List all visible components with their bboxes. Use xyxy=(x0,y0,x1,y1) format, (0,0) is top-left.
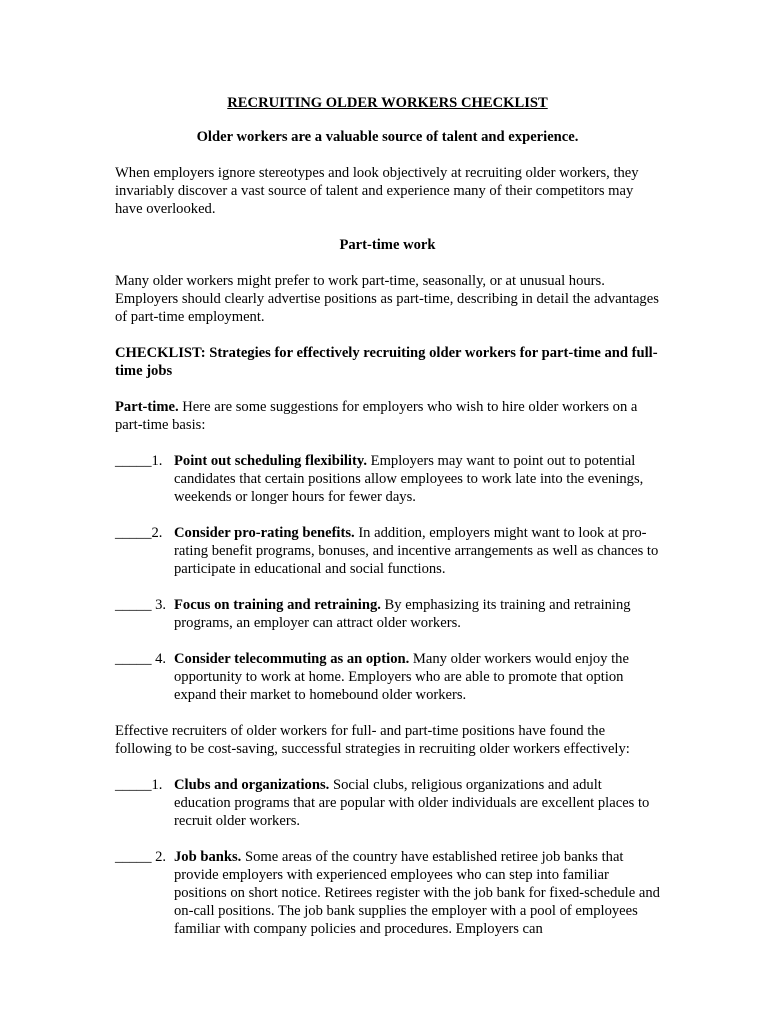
item-text: Employers may want to point out to potential candidates that certain positions allow employees to work late into the evenings, weekends or longer hours for fewer days. xyxy=(174,453,644,505)
item-text: Some areas of the country have established retiree job banks that provide employers with experienced employees who can step into familiar positions on short notice. Retirees register with the job bank for fixed-schedule and on-call positions. The job bank supplies the employer with a pool of employees familiar with company policies and procedures. Employers can xyxy=(174,849,660,937)
item-title: Focus on training and retraining. xyxy=(174,597,381,613)
checklist-item xyxy=(115,848,660,938)
item-text: Many older workers would enjoy the opportunity to work at home. Employers who are able to promote that option expand their market to homebound older workers. xyxy=(174,651,629,703)
part-time-intro-text: Here are some suggestions for employers who wish to hire older workers on a part-time basis: xyxy=(115,399,638,433)
document-title: RECRUITING OLDER WORKERS CHECKLIST xyxy=(227,95,548,111)
intro-paragraph: When employers ignore stereotypes and look objectively at recruiting older workers, they invariably discover a vast source of talent and experience many of their competitors may have overlooked. xyxy=(115,165,639,217)
checklist-item xyxy=(115,524,660,578)
checklist-item xyxy=(115,776,660,830)
checkbox-blank[interactable]: _____2. xyxy=(115,525,163,541)
effective-paragraph: Effective recruiters of older workers for full- and part-time positions have found the following to be cost-saving, successful strategies in recruiting older workers effectively: xyxy=(115,723,630,757)
checkbox-blank[interactable]: _____ 3. xyxy=(115,597,167,613)
part-time-label: Part-time. xyxy=(115,399,179,415)
part-time-heading: Part-time work xyxy=(339,237,436,253)
item-title: Consider telecommuting as an option. xyxy=(174,651,410,667)
checkbox-blank[interactable]: _____1. xyxy=(115,453,163,469)
item-text: By emphasizing its training and retraining programs, an employer can attract older workers. xyxy=(174,597,631,631)
checkbox-blank[interactable]: _____ 2. xyxy=(115,849,167,865)
checklist-item xyxy=(115,650,660,704)
item-title: Job banks. xyxy=(174,849,242,865)
item-text: Social clubs, religious organizations and adult education programs that are popular with older individuals are excellent places to recruit older workers. xyxy=(174,777,650,829)
checkbox-blank[interactable]: _____1. xyxy=(115,777,163,793)
item-title: Point out scheduling flexibility. xyxy=(174,453,367,469)
checklist-item xyxy=(115,452,660,506)
part-time-paragraph: Many older workers might prefer to work part-time, seasonally, or at unusual hours. Employers should clearly advertise positions as part-time, describing in detail the advantages of part-time employment. xyxy=(115,273,659,325)
item-title: Consider pro-rating benefits. xyxy=(174,525,355,541)
item-title: Clubs and organizations. xyxy=(174,777,330,793)
checkbox-blank[interactable]: _____ 4. xyxy=(115,651,167,667)
checklist-heading: CHECKLIST: Strategies for effectively recruiting older workers for part-time and full-time jobs xyxy=(115,345,658,379)
item-text: In addition, employers might want to look at pro-rating benefit programs, bonuses, and incentive arrangements as well as chances to participate in educational and social functions. xyxy=(174,525,659,577)
part-time-intro xyxy=(115,398,660,434)
checklist-item xyxy=(115,596,660,632)
document-subtitle: Older workers are a valuable source of talent and experience. xyxy=(196,129,579,145)
document-page xyxy=(115,94,660,938)
